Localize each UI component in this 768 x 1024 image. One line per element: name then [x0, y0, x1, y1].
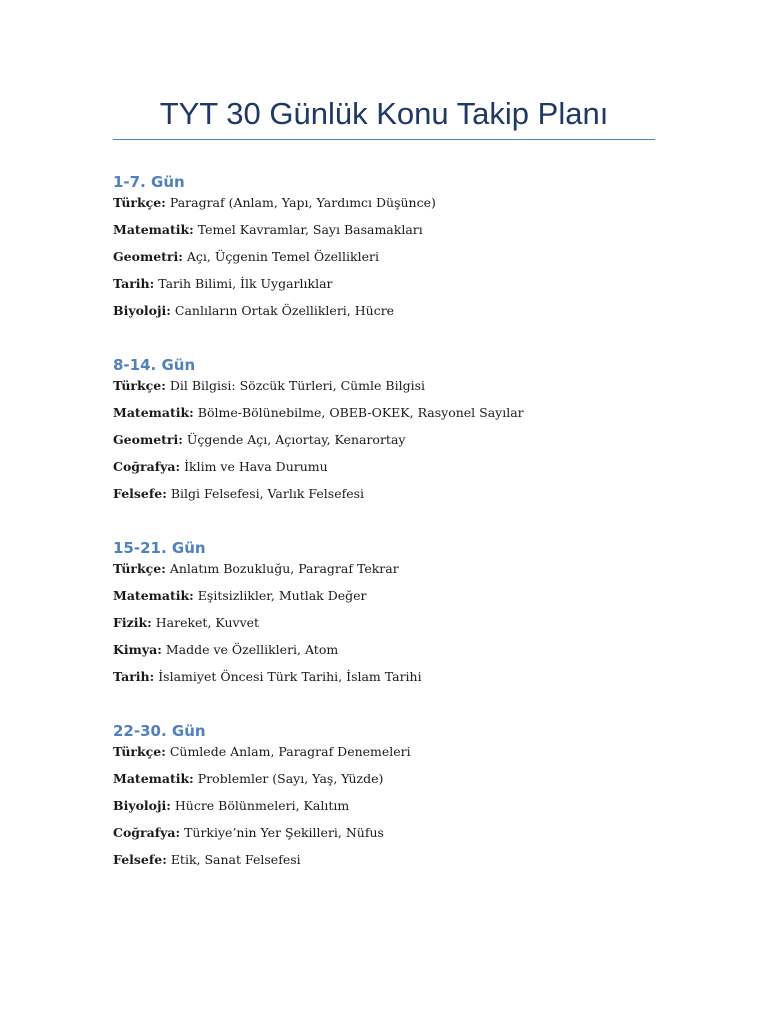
topic-text: Temel Kavramlar, Sayı Basamakları: [197, 222, 423, 237]
topic-text: Canlıların Ortak Özellikleri, Hücre: [174, 303, 395, 318]
topic-text: Eşitsizlikler, Mutlak Değer: [197, 588, 367, 603]
subject-label: Matematik:: [113, 771, 194, 786]
topic-row: [113, 189, 673, 216]
subject-label: Felsefe:: [113, 852, 167, 867]
topic-text: Tarih Bilimi, İlk Uygarlıklar: [158, 276, 333, 291]
day-section-3: [113, 538, 673, 690]
day-section-4: [113, 721, 673, 873]
topic-row: [113, 372, 673, 399]
subject-label: Geometri:: [113, 249, 183, 264]
topic-list: [113, 738, 673, 873]
subject-label: Türkçe:: [113, 378, 166, 393]
subject-label: Biyoloji:: [113, 303, 171, 318]
day-section-1: [113, 172, 673, 324]
topic-text: Hücre Bölünmeleri, Kalıtım: [174, 798, 350, 813]
subject-label: Tarih:: [113, 276, 155, 291]
topic-row: [113, 270, 673, 297]
topic-text: Üçgende Açı, Açıortay, Kenarortay: [186, 432, 406, 447]
topic-row: [113, 453, 673, 480]
subject-label: Geometri:: [113, 432, 183, 447]
topic-text: Dil Bilgisi: Sözcük Türleri, Cümle Bilgisi: [169, 378, 425, 393]
topic-row: [113, 609, 673, 636]
day-section-2: [113, 355, 673, 507]
topic-row: [113, 216, 673, 243]
topic-text: Açı, Üçgenin Temel Özellikleri: [186, 249, 379, 264]
subject-label: Kimya:: [113, 642, 162, 657]
subject-label: Matematik:: [113, 588, 194, 603]
topic-list: [113, 372, 673, 507]
topic-text: İslamiyet Öncesi Türk Tarihi, İslam Tarihi: [158, 669, 422, 684]
topic-row: [113, 399, 673, 426]
topic-text: Problemler (Sayı, Yaş, Yüzde): [197, 771, 384, 786]
topic-row: [113, 426, 673, 453]
topic-row: [113, 243, 673, 270]
topic-row: [113, 765, 673, 792]
topic-row: [113, 555, 673, 582]
topic-row: [113, 663, 673, 690]
subject-label: Matematik:: [113, 405, 194, 420]
subject-label: Tarih:: [113, 669, 155, 684]
subject-label: Türkçe:: [113, 744, 166, 759]
topic-text: Bilgi Felsefesi, Varlık Felsefesi: [170, 486, 365, 501]
topic-text: Paragraf (Anlam, Yapı, Yardımcı Düşünce): [169, 195, 436, 210]
topic-text: İklim ve Hava Durumu: [184, 459, 328, 474]
topic-list: [113, 189, 673, 324]
subject-label: Biyoloji:: [113, 798, 171, 813]
topic-row: [113, 846, 673, 873]
subject-label: Fizik:: [113, 615, 152, 630]
page-title: TYT 30 Günlük Konu Takip Planı: [159, 96, 609, 131]
topic-text: Etik, Sanat Felsefesi: [170, 852, 301, 867]
topic-row: [113, 480, 673, 507]
subject-label: Coğrafya:: [113, 459, 181, 474]
topic-text: Bölme-Bölünebilme, OBEB-OKEK, Rasyonel Sayılar: [197, 405, 524, 420]
subject-label: Türkçe:: [113, 561, 166, 576]
topic-row: [113, 738, 673, 765]
section-heading: 22-30. Gün: [113, 722, 206, 740]
topic-row: [113, 582, 673, 609]
topic-list: [113, 555, 673, 690]
topic-row: [113, 819, 673, 846]
subject-label: Coğrafya:: [113, 825, 181, 840]
topic-text: Madde ve Özellikleri, Atom: [165, 642, 339, 657]
subject-label: Felsefe:: [113, 486, 167, 501]
subject-label: Matematik:: [113, 222, 194, 237]
section-heading: 15-21. Gün: [113, 539, 206, 557]
title-underline: [113, 139, 655, 140]
topic-text: Anlatım Bozukluğu, Paragraf Tekrar: [169, 561, 399, 576]
subject-label: Türkçe:: [113, 195, 166, 210]
topic-row: [113, 297, 673, 324]
topic-row: [113, 636, 673, 663]
topic-text: Türkiye’nin Yer Şekilleri, Nüfus: [184, 825, 384, 840]
topic-row: [113, 792, 673, 819]
topic-text: Cümlede Anlam, Paragraf Denemeleri: [169, 744, 411, 759]
section-heading: 1-7. Gün: [113, 173, 185, 191]
section-heading: 8-14. Gün: [113, 356, 196, 374]
topic-text: Hareket, Kuvvet: [155, 615, 260, 630]
